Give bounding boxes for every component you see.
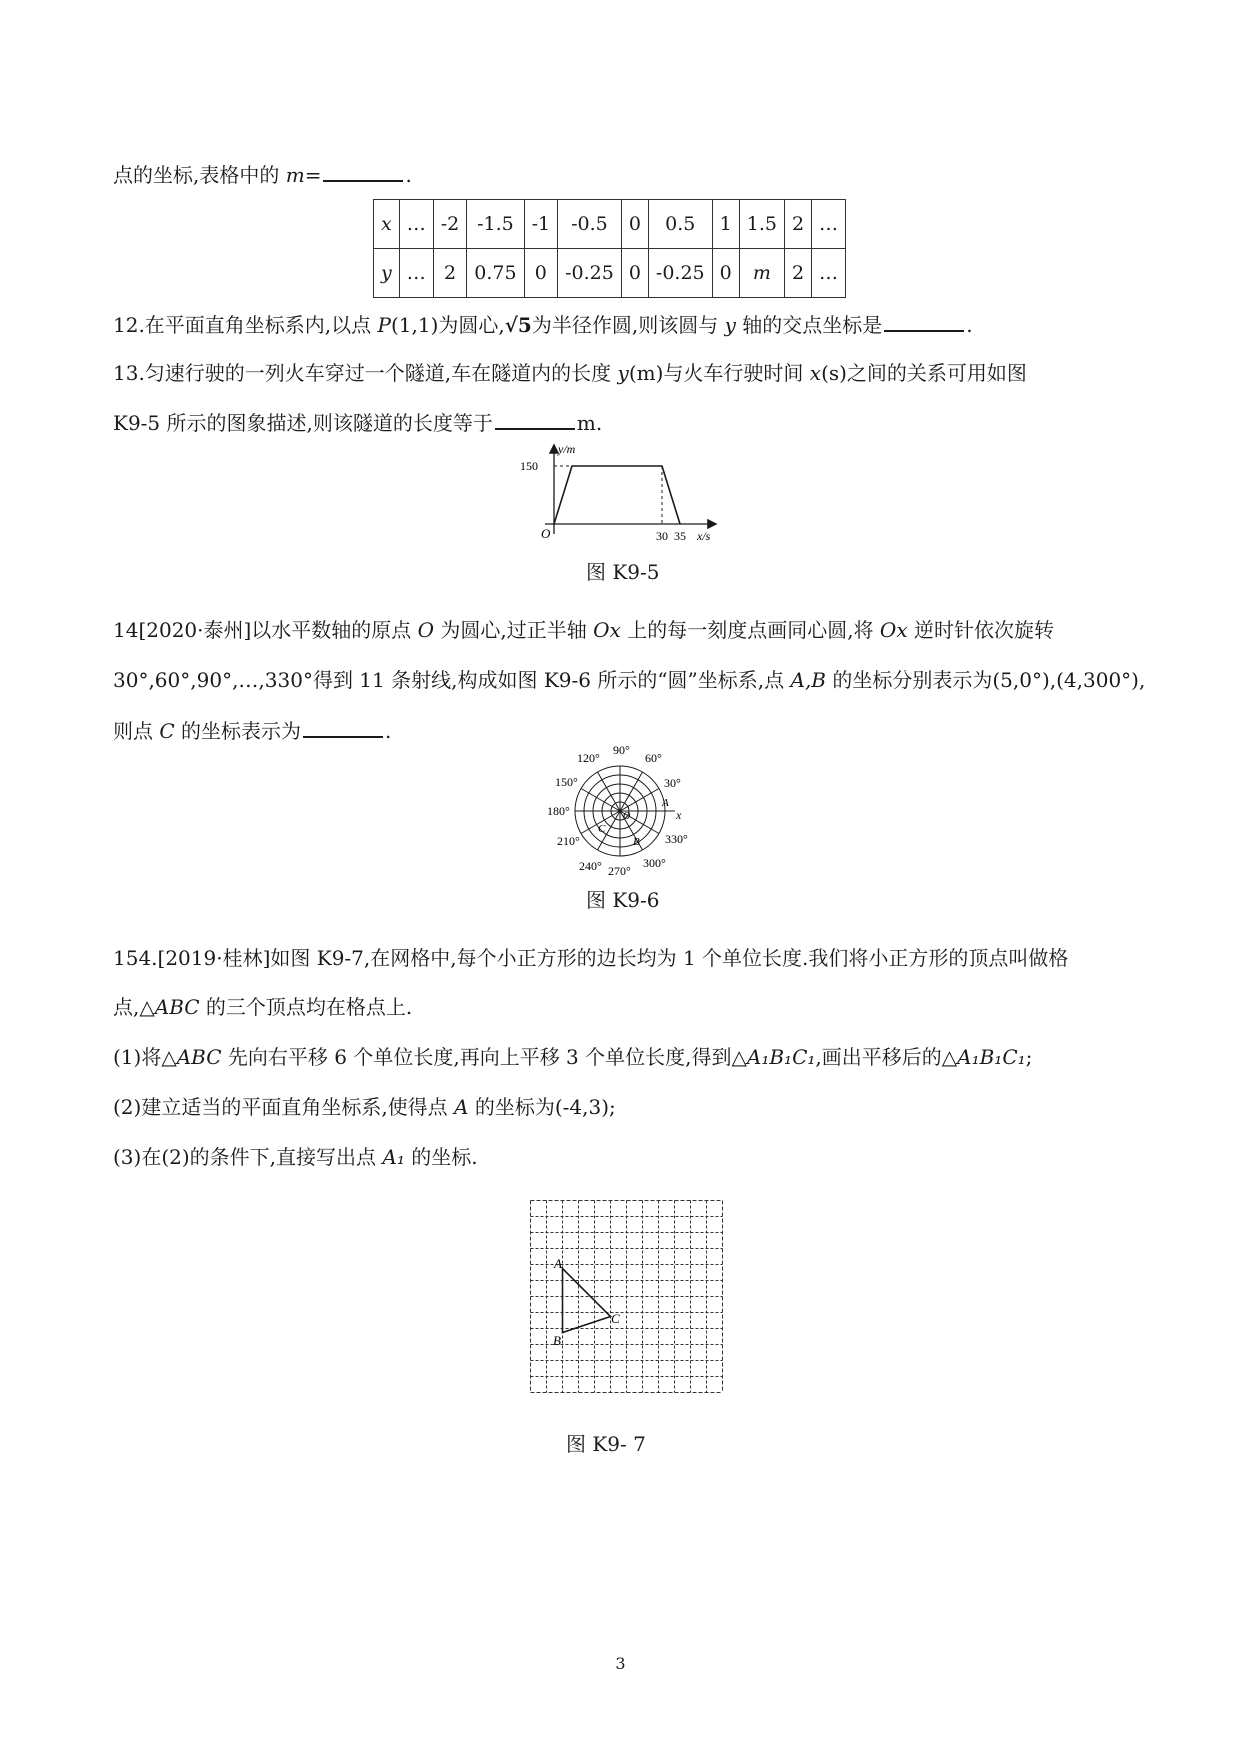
- table-cell: …: [399, 200, 433, 249]
- page-number: 3: [615, 1654, 626, 1673]
- angle-label: 120°: [577, 751, 600, 765]
- angle-label: 210°: [557, 834, 580, 848]
- origin-label: O: [623, 811, 631, 822]
- figure-k9-6-caption: 图 K9-6: [586, 888, 660, 912]
- question-13-line-1: 13.匀速行驶的一列火车穿过一个隧道,车在隧道内的长度 y(m)与火车行驶时间 x(s)之间的关系可用如图: [113, 361, 1027, 385]
- question-15-part-3: (3)在(2)的条件下,直接写出点 A₁ 的坐标.: [113, 1145, 478, 1169]
- angle-label: 180°: [547, 804, 570, 818]
- origin-label: O: [541, 526, 551, 541]
- point-label-a: A: [662, 797, 669, 809]
- table-head-cell: y: [374, 249, 400, 298]
- guide-lines: [554, 466, 662, 524]
- question-12: 12.在平面直角坐标系内,以点 P(1,1)为圆心,√5为半径作圆,则该圆与 y 轴的交点坐标是 .: [113, 310, 973, 339]
- question-15-part-2: (2)建立适当的平面直角坐标系,使得点 A 的坐标为(-4,3);: [113, 1095, 616, 1119]
- question-14-line-1: 14[2020·泰州]以水平数轴的原点 O 为圆心,过正半轴 Ox 上的每一刻度点画同心圆,将 Ox 逆时针依次旋转: [113, 618, 1054, 642]
- table-cell: -1.5: [467, 200, 524, 249]
- table-cell: 2: [433, 249, 467, 298]
- table-cell: -1: [524, 200, 558, 249]
- x-axis-label: x: [676, 808, 682, 822]
- table-cell: 0: [712, 249, 739, 298]
- figure-k9-6-polar-grid: [535, 742, 705, 882]
- table-cell: 2: [784, 249, 811, 298]
- angle-label: 300°: [643, 856, 666, 870]
- angle-label: 30°: [664, 776, 681, 790]
- table-cell: …: [812, 249, 846, 298]
- question-15-line-2: 点,△ABC 的三个顶点均在格点上.: [113, 995, 413, 1019]
- figure-k9-7-caption: 图 K9- 7: [566, 1432, 646, 1456]
- y-tick-label: 150: [520, 458, 538, 473]
- table-cell: …: [399, 249, 433, 298]
- question-15-line-1: 154.[2019·桂林]如图 K9-7,在网格中,每个小正方形的边长均为 1 个单位长度.我们将小正方形的顶点叫做格: [113, 946, 1069, 970]
- table-cell: 0: [621, 249, 648, 298]
- x-tick-label: 35: [674, 529, 686, 543]
- table-row-y: [374, 249, 846, 298]
- answer-blank[interactable]: [495, 408, 575, 430]
- table-cell: 1.5: [739, 200, 784, 249]
- point-label-c: C: [598, 823, 606, 835]
- question-13-line-2: K9-5 所示的图象描述,则该隧道的长度等于 m.: [113, 408, 602, 437]
- figure-k9-7-grid: [518, 1188, 728, 1398]
- y-axis-label: y/m: [558, 442, 576, 456]
- table-cell: -0.25: [558, 249, 622, 298]
- series-line: [554, 466, 680, 524]
- angle-label: 60°: [645, 751, 662, 765]
- answer-blank[interactable]: [323, 160, 403, 182]
- xy-value-table: [373, 199, 846, 298]
- table-cell: 1: [712, 200, 739, 249]
- angle-label: 240°: [579, 859, 602, 873]
- dashed-grid: [531, 1201, 723, 1393]
- angle-label: 150°: [555, 775, 578, 789]
- angle-label: 90°: [613, 743, 630, 757]
- table-cell: -0.5: [558, 200, 622, 249]
- figure-k9-5-caption: 图 K9-5: [586, 560, 660, 584]
- table-cell: -0.25: [648, 249, 712, 298]
- triangle-abc: [563, 1269, 611, 1333]
- x-axis-label: x/s: [697, 529, 711, 543]
- point-label-b: B: [633, 836, 640, 848]
- table-cell: -2: [433, 200, 467, 249]
- answer-blank[interactable]: [303, 716, 383, 738]
- x-tick-label: 30: [656, 529, 668, 543]
- vertex-label-b: B: [553, 1333, 561, 1348]
- table-cell: 0: [524, 249, 558, 298]
- table-cell: 0.75: [467, 249, 524, 298]
- question-14-line-2: 30°,60°,90°,…,330°得到 11 条射线,构成如图 K9-6 所示的“圆”坐标系,点 A,B 的坐标分别表示为(5,0°),(4,300°),: [113, 668, 1146, 692]
- angle-label: 330°: [665, 832, 688, 846]
- table-cell: 0.5: [648, 200, 712, 249]
- table-head-cell: x: [374, 200, 400, 249]
- question-14-line-3: 则点 C 的坐标表示为 .: [113, 716, 391, 745]
- vertex-label-c: C: [611, 1311, 620, 1326]
- answer-blank[interactable]: [884, 310, 964, 332]
- angle-label: 270°: [608, 864, 631, 878]
- table-row-x: [374, 200, 846, 249]
- question-15-part-1: (1)将△ABC 先向右平移 6 个单位长度,再向上平移 3 个单位长度,得到△A₁B₁C₁,画出平移后的△A₁B₁C₁;: [113, 1045, 1033, 1069]
- figure-k9-5-graph: [515, 440, 735, 550]
- table-cell: m: [739, 249, 784, 298]
- intro-line: 点的坐标,表格中的 m= .: [113, 160, 412, 189]
- table-cell: 0: [621, 200, 648, 249]
- table-cell: …: [812, 200, 846, 249]
- table-cell: 2: [784, 200, 811, 249]
- vertex-label-a: A: [554, 1256, 562, 1271]
